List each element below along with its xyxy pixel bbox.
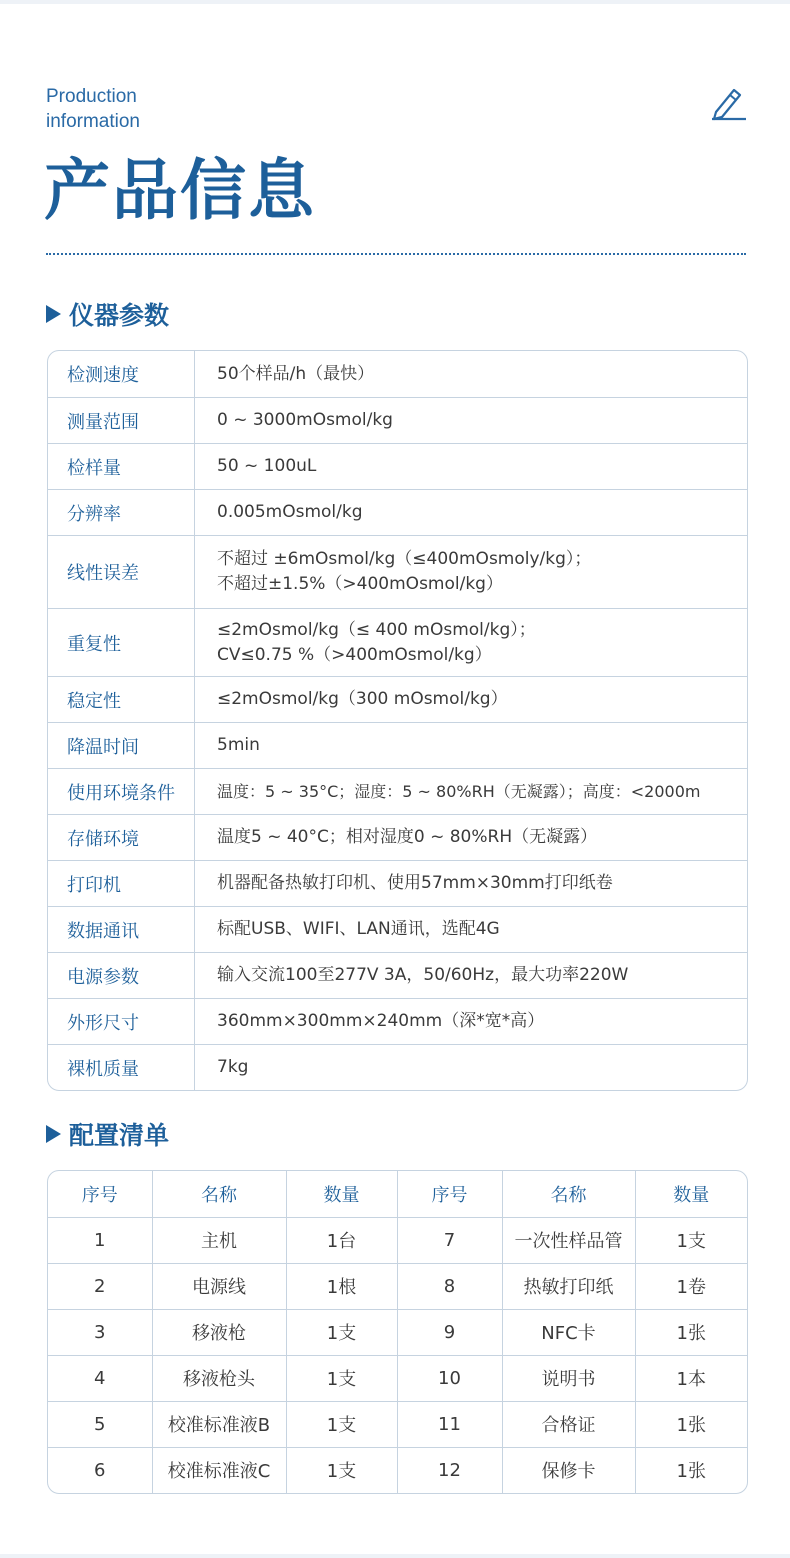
config-section-heading [46, 1116, 169, 1152]
table-row [48, 1309, 747, 1355]
column-header: 序号 [81, 1184, 118, 1206]
config-section-title: 配置清单 [69, 1121, 170, 1150]
param-row [48, 351, 747, 397]
param-key: 检样量 [48, 444, 195, 489]
table-cell: 电源线 [152, 1263, 286, 1309]
table-cell: 热敏打印纸 [502, 1263, 635, 1309]
table-cell: 7 [397, 1217, 502, 1263]
table-cell: 一次性样品管 [502, 1217, 635, 1263]
column-header: 序号 [397, 1171, 502, 1217]
table-cell: 校准标准液C [152, 1447, 286, 1493]
table-cell: 12 [397, 1447, 502, 1493]
triangle-icon [46, 305, 61, 323]
table-cell: 说明书 [502, 1355, 635, 1401]
param-value: 不超过 ±6mOsmol/kg（≤400mOsmoly/kg）； 不超过±1.5%（>400mOsmol/kg） [217, 549, 592, 594]
param-row [48, 722, 747, 768]
param-row [48, 768, 747, 814]
param-value: 50个样品/h（最快） [217, 363, 375, 384]
table-cell: 1根 [286, 1263, 397, 1309]
table-cell: 5 [48, 1401, 152, 1447]
param-value: 0.005mOsmol/kg [217, 502, 363, 522]
param-row [48, 397, 747, 443]
table-cell: 1张 [635, 1447, 747, 1493]
param-value: ≤2mOsmol/kg（300 mOsmol/kg） [217, 689, 508, 709]
table-cell: 移液枪 [152, 1309, 286, 1355]
table-row [48, 1263, 747, 1309]
table-cell: 1本 [635, 1355, 747, 1401]
param-value: 360mm×300mm×240mm（深*宽*高） [217, 1011, 545, 1031]
table-cell: 4 [48, 1355, 152, 1401]
param-key: 降温时间 [48, 723, 195, 768]
table-cell: 11 [397, 1401, 502, 1447]
params-table [47, 350, 748, 1091]
param-row [48, 814, 747, 860]
table-cell: 10 [397, 1355, 502, 1401]
param-row [48, 906, 747, 952]
english-title-line1: Production [46, 86, 137, 107]
table-cell: 合格证 [502, 1401, 635, 1447]
param-key: 线性误差 [48, 536, 195, 608]
table-cell: 1张 [635, 1309, 747, 1355]
param-row [48, 952, 747, 998]
param-key: 稳定性 [48, 677, 195, 722]
param-value: 50 ~ 100uL [217, 456, 317, 476]
table-cell: 移液枪头 [152, 1355, 286, 1401]
param-row [48, 443, 747, 489]
param-row [48, 489, 747, 535]
table-cell: NFC卡 [502, 1309, 635, 1355]
param-value: 机器配备热敏打印机、使用57mm×30mm打印纸卷 [217, 873, 613, 893]
dotted-divider [46, 253, 746, 255]
param-value: 标配USB、WIFI、LAN通讯，选配4G [217, 919, 500, 939]
param-key: 外形尺寸 [48, 999, 195, 1044]
param-key: 数据通讯 [48, 907, 195, 952]
param-key: 使用环境条件 [48, 769, 195, 814]
param-key: 检测速度 [48, 351, 195, 397]
table-cell: 主机 [152, 1217, 286, 1263]
bottom-band [0, 1554, 790, 1558]
column-header: 名称 [152, 1171, 286, 1217]
english-title [46, 84, 140, 134]
top-band [0, 0, 790, 4]
param-key: 分辨率 [48, 490, 195, 535]
page-title: 产品信息 [44, 151, 316, 229]
table-cell: 1支 [286, 1309, 397, 1355]
table-cell: 3 [48, 1309, 152, 1355]
pen-icon [708, 84, 748, 124]
table-cell: 2 [48, 1263, 152, 1309]
table-row [48, 1355, 747, 1401]
param-value: ≤2mOsmol/kg（≤ 400 mOsmol/kg）； CV≤0.75 %（>400mOsmol/kg） [217, 619, 536, 665]
params-section-title: 仪器参数 [69, 301, 170, 330]
config-header-row [48, 1171, 747, 1217]
param-value: 0 ~ 3000mOsmol/kg [217, 410, 393, 430]
table-cell: 9 [397, 1309, 502, 1355]
param-key: 测量范围 [48, 398, 195, 443]
table-row [48, 1447, 747, 1493]
param-key: 打印机 [48, 861, 195, 906]
column-header: 名称 [502, 1171, 635, 1217]
table-cell: 1支 [286, 1355, 397, 1401]
param-value: 7kg [217, 1057, 249, 1077]
table-cell: 1卷 [635, 1263, 747, 1309]
param-row [48, 608, 747, 676]
table-cell: 1支 [286, 1447, 397, 1493]
english-title-line2: information [46, 111, 140, 132]
table-cell: 保修卡 [502, 1447, 635, 1493]
param-row [48, 676, 747, 722]
param-row [48, 998, 747, 1044]
param-value: 5min [217, 735, 260, 755]
table-cell: 6 [48, 1447, 152, 1493]
table-cell: 1支 [286, 1401, 397, 1447]
param-row [48, 860, 747, 906]
param-key: 存储环境 [48, 815, 195, 860]
table-row [48, 1217, 747, 1263]
param-value: 温度：5 ~ 35°C；湿度：5 ~ 80%RH（无凝露）；高度：<2000m [217, 782, 701, 801]
param-value: 温度5 ~ 40°C；相对湿度0 ~ 80%RH（无凝露） [217, 827, 598, 847]
param-row [48, 1044, 747, 1090]
table-row [48, 1401, 747, 1447]
column-header: 数量 [286, 1171, 397, 1217]
table-cell: 1张 [635, 1401, 747, 1447]
table-cell: 校准标准液B [152, 1401, 286, 1447]
table-cell: 1台 [286, 1217, 397, 1263]
config-table [47, 1170, 748, 1494]
params-section-heading [46, 296, 169, 332]
param-key: 电源参数 [48, 953, 195, 998]
param-key: 裸机质量 [48, 1045, 195, 1090]
triangle-icon [46, 1125, 61, 1143]
table-cell: 1 [48, 1217, 152, 1263]
table-cell: 8 [397, 1263, 502, 1309]
param-key: 重复性 [48, 609, 195, 676]
column-header: 数量 [635, 1171, 747, 1217]
table-cell: 1支 [635, 1217, 747, 1263]
param-value: 输入交流100至277V 3A，50/60Hz，最大功率220W [217, 965, 629, 985]
param-row [48, 535, 747, 608]
